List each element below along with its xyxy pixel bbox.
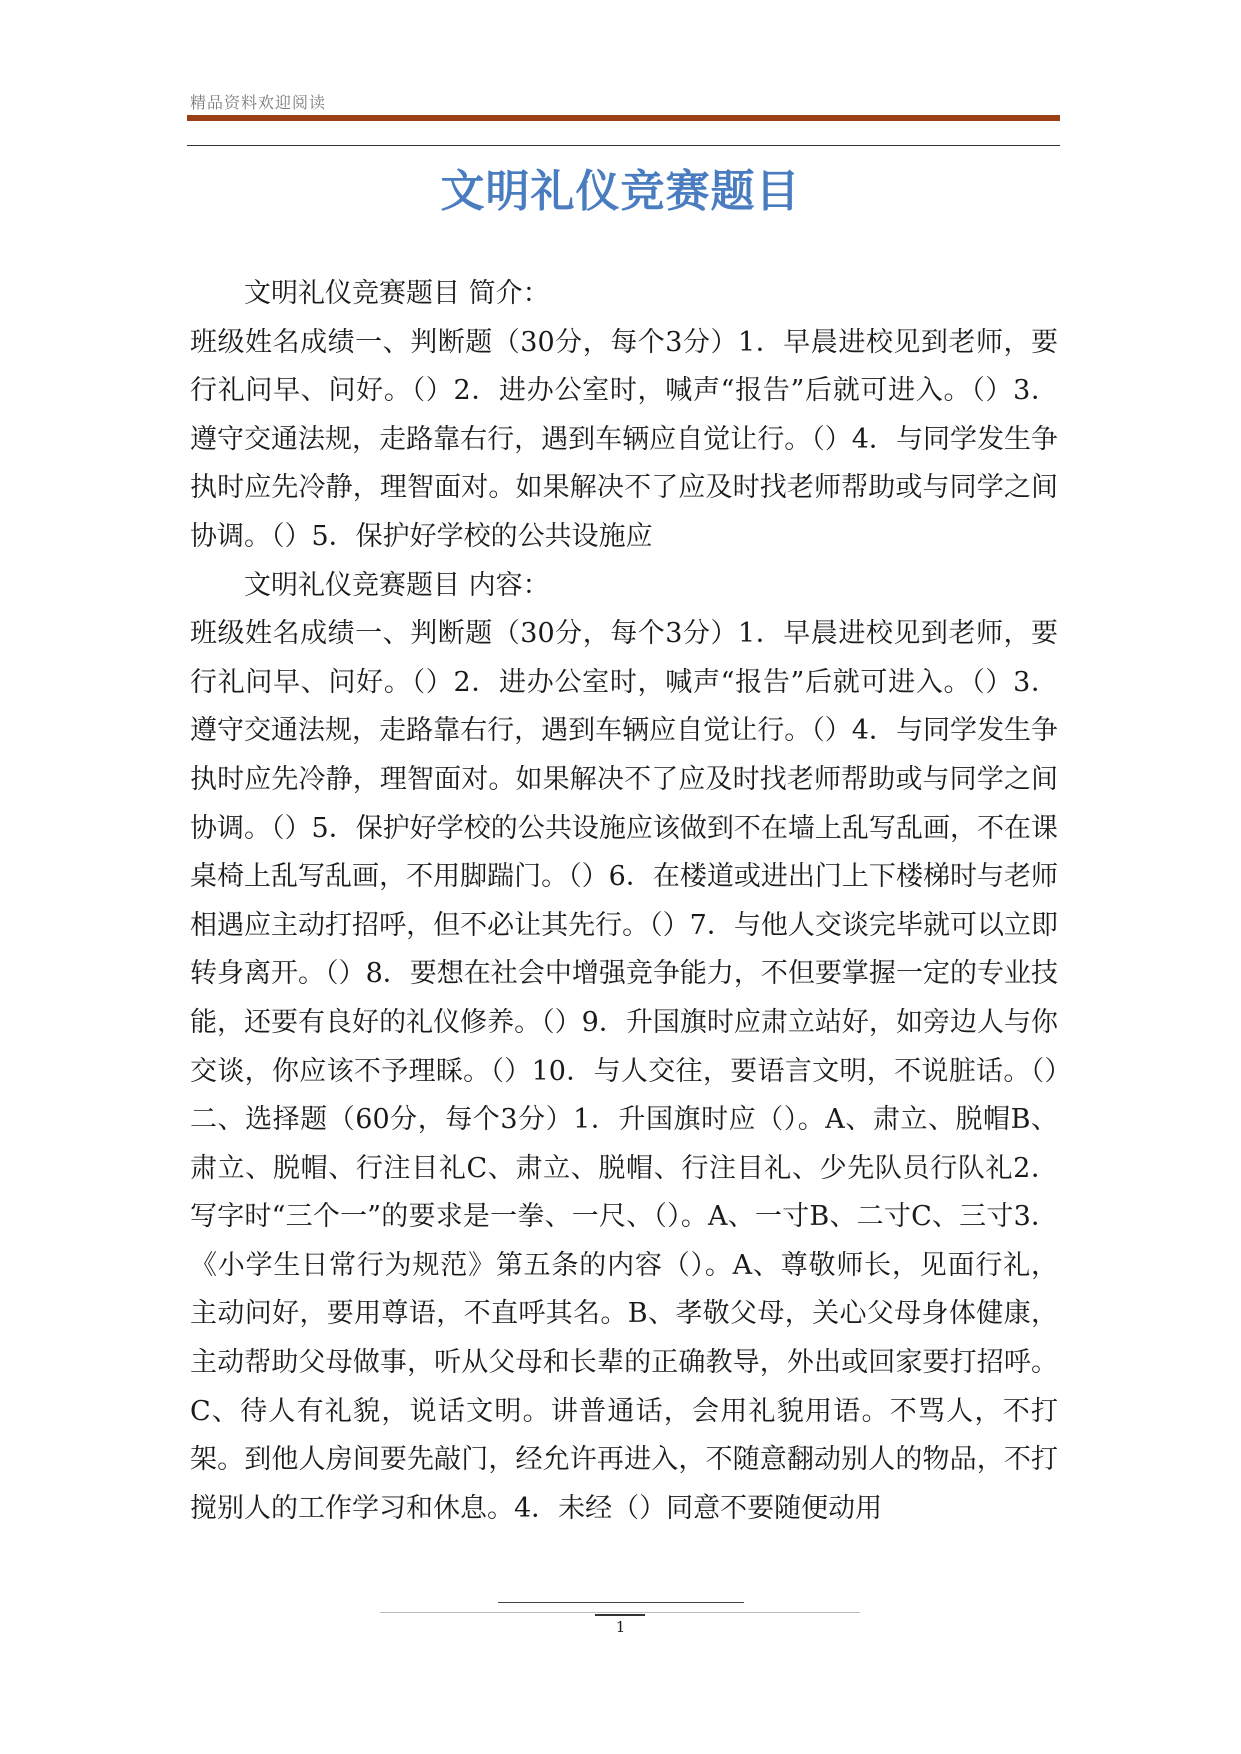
footer-rule-mark [595,1614,645,1616]
footer-rule-top [498,1602,744,1603]
page-number: 1 [615,1618,626,1636]
footer-rule-wide [380,1612,860,1613]
document-body [190,270,1058,1533]
header-rule-thin [187,145,1060,146]
intro-heading: 文明礼仪竞赛题目 简介： [244,278,550,309]
header-rule-thick [187,115,1060,121]
header-label: 精品资料欢迎阅读 [190,93,327,112]
content-heading: 文明礼仪竞赛题目 内容： [244,569,550,601]
content-text: 班级姓名成绩一、判断题（30分，每个3分）1．早晨进校见到老师，要行礼问早、问好。（）2．进办公室时，喊声“报告”后就可进入。（）3．遵守交通法规，走路靠右行，遇到车辆应自觉让行。（）4．与同学发生争执时应先冷静，理智面对。如果解决不了应及时找老师帮助或与同学之间协调。（）5．保护好学校的公共设施应该做到不在墙上乱写乱画，不在课桌椅上乱写乱画，不用脚踹门。（）6．在楼道或进出门上下楼梯时与老师相遇应主动打招呼，但不必让其先行。（）7．与他人交谈完毕就可以立即转身离开。（）8．要想在社会中增强竞争能力，不但要掌握一定的专业技能，还要有良好的礼仪修养。（）9．升国旗时应肃立站好，如旁边人与你交谈，你应该不予理睬。（）10．与人交往，要语言文明，不说脏话。（）二、选择题（60分，每个3分）1．升国旗时应（）。A、肃立、脱帽B、肃立、脱帽、行注目礼C、肃立、脱帽、行注目礼、少先队员行队礼2．写字时“三个一”的要求是一拳、一尺、（）。A、一寸B、二寸C、三寸3．《小学生日常行为规范》第五条的内容（）。A、尊敬师长，见面行礼，主动问好，要用尊语，不直呼其名。B、孝敬父母，关心父母身体健康，主动帮助父母做事，听从父母和长辈的正确教导，外出或回家要打招呼。C、待人有礼貌，说话文明。讲普通话，会用礼貌用语。不骂人，不打架。到他人房间要先敲门，经允许再进入，不随意翻动别人的物品，不打搅别人的工作学习和休息。4．未经（）同意不要随便动用 [190,618,1058,1524]
document-title: 文明礼仪竞赛题目 [440,166,801,217]
intro-text: 班级姓名成绩一、判断题（30分，每个3分）1．早晨进校见到老师，要行礼问早、问好。（）2．进办公室时，喊声“报告”后就可进入。（）3．遵守交通法规，走路靠右行，遇到车辆应自觉让行。（）4．与同学发生争执时应先冷静，理智面对。如果解决不了应及时找老师帮助或与同学之间协调。（）5．保护好学校的公共设施应 [190,326,1058,552]
